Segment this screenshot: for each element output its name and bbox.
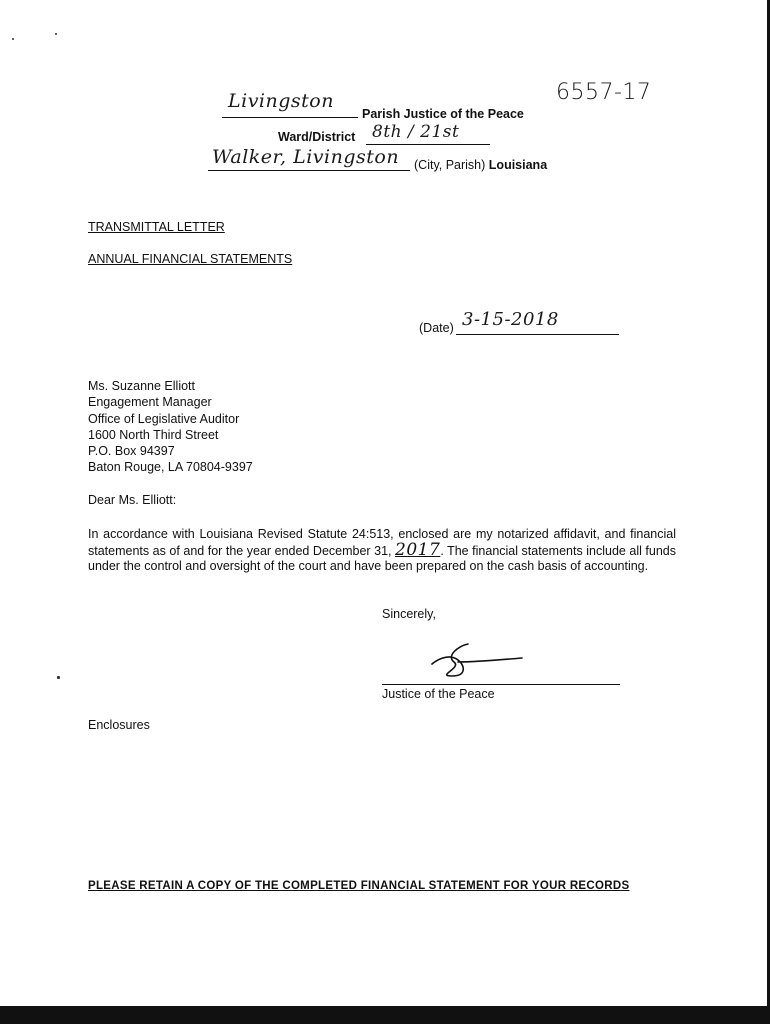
docket-number: 6557-17 [556, 80, 652, 105]
parish-underline [222, 117, 358, 118]
address-line: Baton Rouge, LA 70804-9397 [88, 460, 253, 475]
footer-notice: PLEASE RETAIN A COPY OF THE COMPLETED FINANCIAL STATEMENT FOR YOUR RECORDS [88, 880, 630, 892]
enclosures-label: Enclosures [88, 718, 150, 732]
scan-speck [57, 676, 60, 679]
year-handwritten: 2017 [395, 539, 441, 560]
address-line: Ms. Suzanne Elliott [88, 379, 195, 393]
signature-line [382, 684, 620, 685]
scan-speck [12, 38, 14, 40]
address-line: Office of Legislative Auditor [88, 411, 240, 426]
signature-label: Justice of the Peace [382, 687, 495, 701]
title-annual-statements: ANNUAL FINANCIAL STATEMENTS [88, 252, 293, 266]
city-underline [208, 170, 410, 171]
parish-handwritten: Livingston [228, 90, 334, 112]
date-handwritten: 3-15-2018 [462, 309, 559, 330]
city-label [414, 157, 547, 173]
state-label: Louisiana [488, 158, 548, 172]
ward-underline [366, 144, 490, 145]
address-line: 1600 North Third Street [88, 427, 219, 442]
body-text-part2: . The financial statements include all funds under the control and oversight of the court and have been prepared on the cash basis of accounting. [88, 543, 676, 573]
scan-border-bottom [0, 1006, 770, 1024]
signature-mark [428, 638, 528, 680]
body-text-part1: In accordance with Louisiana Revised Statute 24:513, enclosed are my notarized affidavit, and financial statements as of and for the year ended December 31, [88, 527, 676, 558]
title-transmittal: TRANSMITTAL LETTER [88, 220, 225, 234]
salutation: Dear Ms. Elliott: [88, 493, 177, 507]
city-handwritten: Walker, Livingston [212, 146, 400, 168]
recipient-address [88, 378, 253, 476]
city-parish-label: (City, Parish) [414, 158, 486, 172]
ward-label: Ward/District [278, 130, 356, 144]
date-underline [456, 334, 619, 335]
body-paragraph [88, 527, 676, 575]
address-line: Engagement Manager [88, 395, 212, 410]
scan-speck [55, 33, 57, 35]
closing: Sincerely, [382, 607, 436, 621]
ward-handwritten: 8th / 21st [372, 122, 460, 142]
address-line: P.O. Box 94397 [88, 444, 175, 459]
date-label: (Date) [419, 321, 454, 335]
parish-label: Parish Justice of the Peace [362, 107, 524, 121]
